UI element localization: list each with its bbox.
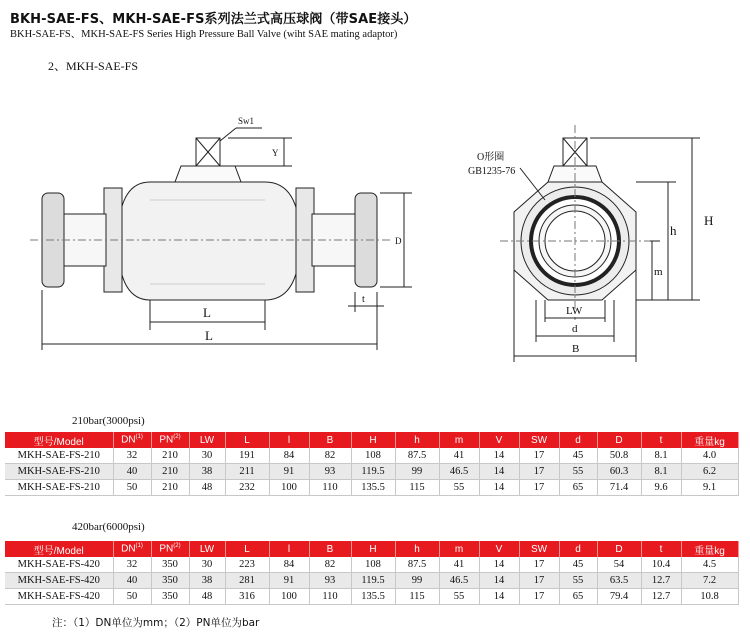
table-cell: 119.5: [351, 573, 395, 589]
table-cell: 17: [519, 480, 559, 496]
table-cell: 46.5: [439, 573, 479, 589]
table-cell: MKH-SAE-FS-420: [5, 589, 113, 605]
column-header: h: [395, 541, 439, 557]
column-header: PN$^{(2)}$: [151, 432, 189, 448]
table-cell: 38: [189, 464, 225, 480]
table-cell: MKH-SAE-FS-210: [5, 480, 113, 496]
spec-table-210: [5, 432, 739, 496]
label-l-large: L: [205, 328, 213, 343]
table-cell: 210: [151, 464, 189, 480]
table-cell: 99: [395, 573, 439, 589]
table-cell: 14: [479, 480, 519, 496]
table-cell: 55: [559, 464, 597, 480]
column-header: DN$^{(1)}$: [113, 432, 151, 448]
table-cell: 281: [225, 573, 269, 589]
label-m: m: [654, 266, 663, 278]
table-cell: 99: [395, 464, 439, 480]
table-cell: 12.7: [641, 589, 681, 605]
label-gb: GB1235-76: [468, 166, 516, 177]
table-body: [5, 448, 738, 496]
table-cell: 210: [151, 448, 189, 464]
section-label: 2、MKH-SAE-FS: [48, 59, 139, 73]
table-cell: 12.7: [641, 573, 681, 589]
column-header: V: [479, 541, 519, 557]
table-cell: 4.5: [681, 557, 738, 573]
table-cell: 87.5: [395, 448, 439, 464]
table-cell: 40: [113, 464, 151, 480]
table-cell: 100: [269, 480, 309, 496]
table-cell: 63.5: [597, 573, 641, 589]
table-cell: 8.1: [641, 464, 681, 480]
table-row: [5, 464, 738, 480]
column-header: V: [479, 432, 519, 448]
table-cell: 55: [439, 589, 479, 605]
table-row: [5, 589, 738, 605]
table-body: [5, 557, 738, 605]
column-header: H: [351, 432, 395, 448]
table-cell: 191: [225, 448, 269, 464]
table-cell: 9.6: [641, 480, 681, 496]
table-cell: 87.5: [395, 557, 439, 573]
table-cell: 38: [189, 573, 225, 589]
label-lw: LW: [566, 305, 583, 317]
column-header: t: [641, 432, 681, 448]
column-header: LW: [189, 432, 225, 448]
table-cell: 9.1: [681, 480, 738, 496]
table-cell: 4.0: [681, 448, 738, 464]
table-cell: MKH-SAE-FS-210: [5, 448, 113, 464]
label-d-dim: D: [395, 236, 402, 246]
title-cn: BKH-SAE-FS、MKH-SAE-FS系列法兰式高压球阀（带SAE接头）: [10, 12, 417, 27]
table-cell: 17: [519, 448, 559, 464]
column-header: SW: [519, 541, 559, 557]
label-h-small: h: [670, 223, 677, 238]
column-header: m: [439, 432, 479, 448]
table-header-row: [5, 432, 738, 448]
table-header-row: [5, 541, 738, 557]
column-header: d: [559, 432, 597, 448]
table-cell: 84: [269, 557, 309, 573]
title-en: BKH-SAE-FS、MKH-SAE-FS Series High Pressure Ball Valve (wiht SAE mating adaptor): [10, 29, 398, 40]
table-cell: 40: [113, 573, 151, 589]
table-cell: 14: [479, 573, 519, 589]
table-cell: 10.4: [641, 557, 681, 573]
table-cell: 45: [559, 448, 597, 464]
table-cell: 54: [597, 557, 641, 573]
table-cell: 108: [351, 448, 395, 464]
footnote: 注：（1）DN单位为mm；（2）PN单位为bar: [52, 617, 260, 629]
table-cell: 41: [439, 557, 479, 573]
column-header: B: [309, 432, 351, 448]
table-row: [5, 573, 738, 589]
table-row: [5, 480, 738, 496]
table-cell: 32: [113, 557, 151, 573]
table-cell: 48: [189, 480, 225, 496]
column-header: L: [225, 432, 269, 448]
label-t: t: [362, 294, 365, 305]
table-cell: 350: [151, 573, 189, 589]
column-header: l: [269, 541, 309, 557]
column-header: DN$^{(1)}$: [113, 541, 151, 557]
column-header: 型号/Model: [5, 541, 113, 557]
label-b: B: [572, 343, 580, 355]
table-cell: 10.8: [681, 589, 738, 605]
table-cell: 14: [479, 464, 519, 480]
column-header: t: [641, 541, 681, 557]
table-cell: 41: [439, 448, 479, 464]
table-cell: 100: [269, 589, 309, 605]
table-cell: 17: [519, 589, 559, 605]
label-l-small: L: [203, 305, 211, 320]
spec-table-420: [5, 541, 739, 605]
table-cell: 119.5: [351, 464, 395, 480]
column-header: D: [597, 432, 641, 448]
table-cell: 82: [309, 448, 351, 464]
table-cell: 135.5: [351, 480, 395, 496]
table-cell: 93: [309, 464, 351, 480]
table-row: [5, 557, 738, 573]
column-header: d: [559, 541, 597, 557]
table-cell: 50.8: [597, 448, 641, 464]
label-d-small: d: [572, 323, 578, 335]
table-cell: 30: [189, 448, 225, 464]
table-cell: 91: [269, 573, 309, 589]
table-cell: 115: [395, 589, 439, 605]
table-cell: 135.5: [351, 589, 395, 605]
column-header: 重量kg: [681, 432, 738, 448]
table-cell: 17: [519, 573, 559, 589]
table-cell: 8.1: [641, 448, 681, 464]
column-header: PN$^{(2)}$: [151, 541, 189, 557]
label-h-large: H: [704, 213, 714, 228]
table-cell: 110: [309, 589, 351, 605]
table-cell: 14: [479, 589, 519, 605]
table-cell: 48: [189, 589, 225, 605]
table-cell: 55: [439, 480, 479, 496]
table-cell: 50: [113, 480, 151, 496]
label-y: Y: [272, 148, 279, 158]
column-header: l: [269, 432, 309, 448]
column-header: L: [225, 541, 269, 557]
table-cell: MKH-SAE-FS-420: [5, 573, 113, 589]
table-caption-210: 210bar(3000psi): [72, 415, 145, 427]
table-cell: 350: [151, 589, 189, 605]
table-cell: 6.2: [681, 464, 738, 480]
column-header: LW: [189, 541, 225, 557]
table-cell: 46.5: [439, 464, 479, 480]
table-cell: 108: [351, 557, 395, 573]
table-cell: 14: [479, 557, 519, 573]
table-cell: 223: [225, 557, 269, 573]
table-cell: 84: [269, 448, 309, 464]
column-header: D: [597, 541, 641, 557]
column-header: h: [395, 432, 439, 448]
column-header: B: [309, 541, 351, 557]
table-cell: 50: [113, 589, 151, 605]
column-header: m: [439, 541, 479, 557]
column-header: SW: [519, 432, 559, 448]
table-caption-420: 420bar(6000psi): [72, 521, 145, 533]
table-cell: 55: [559, 573, 597, 589]
table-cell: 93: [309, 573, 351, 589]
table-cell: 14: [479, 448, 519, 464]
table-row: [5, 448, 738, 464]
table-cell: 211: [225, 464, 269, 480]
table-cell: 210: [151, 480, 189, 496]
column-header: 重量kg: [681, 541, 738, 557]
table-cell: MKH-SAE-FS-420: [5, 557, 113, 573]
column-header: 型号/Model: [5, 432, 113, 448]
table-cell: 17: [519, 464, 559, 480]
table-cell: 17: [519, 557, 559, 573]
column-header: H: [351, 541, 395, 557]
label-sw1: Sw1: [238, 116, 255, 126]
table-cell: 82: [309, 557, 351, 573]
table-cell: 232: [225, 480, 269, 496]
table-cell: 91: [269, 464, 309, 480]
table-cell: 32: [113, 448, 151, 464]
table-cell: 7.2: [681, 573, 738, 589]
table-cell: 316: [225, 589, 269, 605]
table-cell: 110: [309, 480, 351, 496]
label-o-ring: O形圈: [477, 152, 505, 163]
table-cell: 65: [559, 480, 597, 496]
table-cell: MKH-SAE-FS-210: [5, 464, 113, 480]
table-cell: 45: [559, 557, 597, 573]
table-cell: 350: [151, 557, 189, 573]
technical-drawing: [0, 95, 750, 385]
table-cell: 65: [559, 589, 597, 605]
table-cell: 79.4: [597, 589, 641, 605]
table-cell: 71.4: [597, 480, 641, 496]
table-cell: 60.3: [597, 464, 641, 480]
table-cell: 115: [395, 480, 439, 496]
table-cell: 30: [189, 557, 225, 573]
